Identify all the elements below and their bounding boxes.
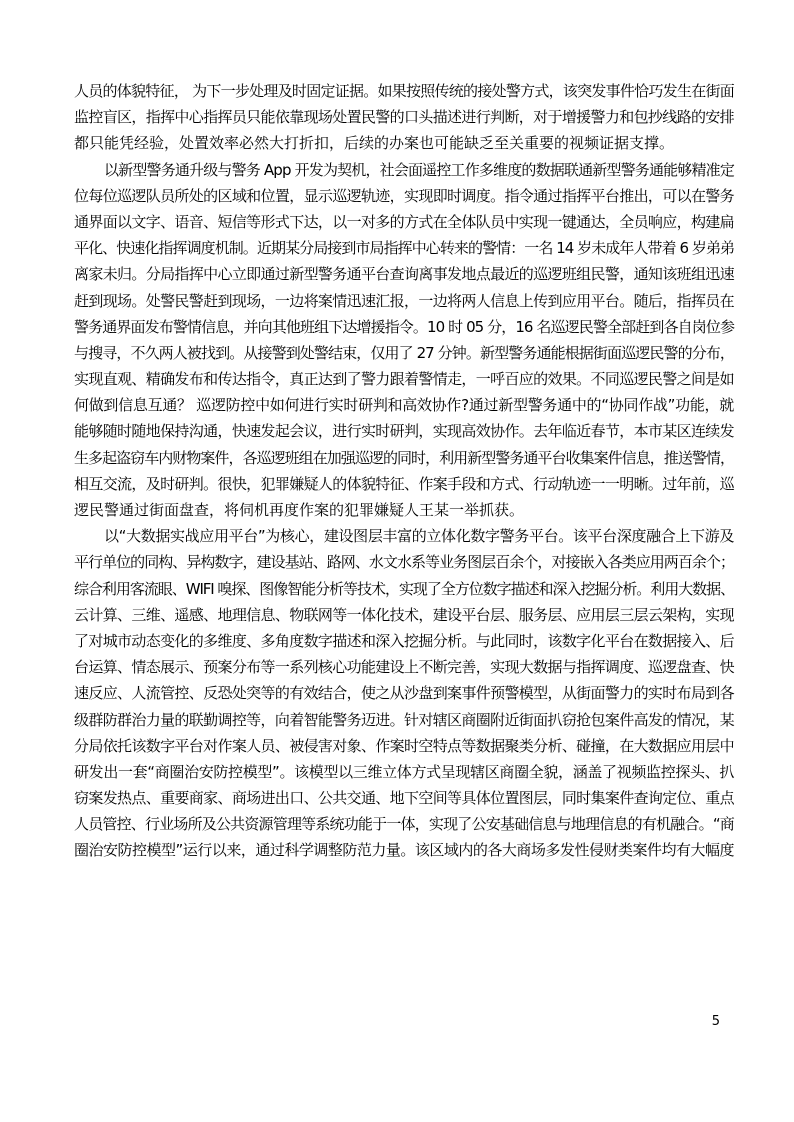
text-line: 以“大数据实战应用平台”为核心，建设图层丰富的立体化数字警务平台。该平台深度融合上下游及: [104, 527, 734, 546]
text-line: 综合利用客流眼、WIFI 嗅探、图像智能分析等技术，实现了全方位数字描述和深入挖掘分析。利用大数据、: [74, 579, 734, 598]
text-line: 以新型警务通升级与警务 App 开发为契机，社会面遥控工作多维度的数据联通新型警务通能够精准定: [104, 160, 734, 179]
text-line: 圈治安防控模型”运行以来，通过科学调整防范力量。该区域内的各大商场多发性侵财类案件均有大幅度: [74, 841, 734, 860]
text-line: 人员管控、行业场所及公共资源管理等系统功能于一体，实现了公安基础信息与地理信息的有机融合。“商: [74, 815, 734, 834]
text-line: 窃案发热点、重要商家、商场进出口、公共交通、地下空间等具体位置图层，同时集案件查询定位、重点: [74, 789, 735, 808]
text-line: 研发出一套“商圈治安防控模型”。该模型以三维立体方式呈现辖区商圈全貌，涵盖了视频监控探头、扒: [74, 762, 734, 781]
text-line: 生多起盗窃车内财物案件，各巡逻班组在加强巡逻的同时，利用新型警务通平台收集案件信息，推送警情，: [74, 448, 735, 467]
text-line: 逻民警通过街面盘查，将伺机再度作案的犯罪嫌疑人王某一举抓获。: [74, 501, 525, 519]
paragraph-2: [74, 157, 734, 524]
text-line: 平化、快速化指挥调度机制。近期某分局接到市局指挥中心转来的警情：一名 14 岁未成年人带着 6 岁弟弟: [74, 239, 734, 258]
text-line: 人员的体貌特征， 为下一步处理及时固定证据。如果按照传统的接处警方式，该突发事件恰巧发生在街面: [74, 82, 734, 100]
paragraph-3: [74, 523, 734, 863]
text-line: 通界面以文字、语音、短信等形式下达，以一对多的方式在全体队员中实现一键通达，全员响应，构建扁: [74, 212, 735, 231]
text-line: 台运算、情态展示、预案分布等一系列核心功能建设上不断完善，实现大数据与指挥调度、巡逻盘查、快: [74, 658, 735, 677]
body-text: [74, 78, 734, 864]
text-line: 警务通界面发布警情信息，并向其他班组下达增援指令。10 时 05 分，16 名巡逻民警全部赶到各自岗位参: [74, 317, 734, 336]
paragraph-1: [74, 78, 734, 157]
text-line: 位每位巡逻队员所处的区域和位置，显示巡逻轨迹，实现即时调度。指令通过指挥平台推出，可以在警务: [74, 186, 735, 205]
text-line: 相互交流，及时研判。很快，犯罪嫌疑人的体貌特征、作案手段和方式、行动轨迹一一明晰。过年前，巡: [74, 474, 735, 493]
text-line: 平行单位的同构、异构数字，建设基站、路网、水文水系等业务图层百余个，对接嵌入各类应用两百余个；: [74, 553, 735, 572]
text-line: 都只能凭经验，处置效率必然大打折扣，后续的办案也可能缺乏至关重要的视频证据支撑。: [74, 134, 675, 153]
text-line: 分局依托该数字平台对作案人员、被侵害对象、作案时空特点等数据聚类分析、碰撞，在大数据应用层中: [74, 736, 735, 755]
text-line: 离家未归。分局指挥中心立即通过新型警务通平台查询离事发地点最近的巡逻班组民警，通知该班组迅速: [74, 265, 735, 284]
text-line: 速反应、人流管控、反恐处突等的有效结合，使之从沙盘到案事件预警模型，从街面警力的实时布局到各: [74, 684, 735, 703]
text-line: 级群防群治力量的联勤调控等，向着智能警务迈进。针对辖区商圈附近街面扒窃抢包案件高发的情况，某: [74, 710, 735, 729]
text-line: 实现直观、精确发布和传达指令，真正达到了警力跟着警情走，一呼百应的效果。不同巡逻民警之间是如: [74, 370, 735, 389]
text-line: 与搜寻，不久两人被找到。从接警到处警结束，仅用了 27 分钟。新型警务通能根据街面巡逻民警的分布，: [74, 343, 734, 362]
text-line: 能够随时随地保持沟通，快速发起会议，进行实时研判，实现高效协作。去年临近春节，本市某区连续发: [74, 422, 735, 441]
text-line: 了对城市动态变化的多维度、多角度数字描述和深入挖掘分析。与此同时，该数字化平台在数据接入、后: [74, 631, 735, 650]
text-line: 赶到现场。处警民警赶到现场，一边将案情迅速汇报，一边将两人信息上传到应用平台。随后，指挥员在: [74, 291, 735, 310]
text-line: 云计算、三维、遥感、地理信息、物联网等一体化技术，建设平台层、服务层、应用层三层云架构，实现: [74, 605, 735, 624]
page-number: 5: [711, 1014, 720, 1029]
text-line: 何做到信息互通？ 巡逻防控中如何进行实时研判和高效协作?通过新型警务通中的“协同作战”功能，就: [74, 396, 734, 415]
text-line: 监控盲区，指挥中心指挥员只能依靠现场处置民警的口头描述进行判断，对于增援警力和包抄线路的安排: [74, 108, 735, 127]
